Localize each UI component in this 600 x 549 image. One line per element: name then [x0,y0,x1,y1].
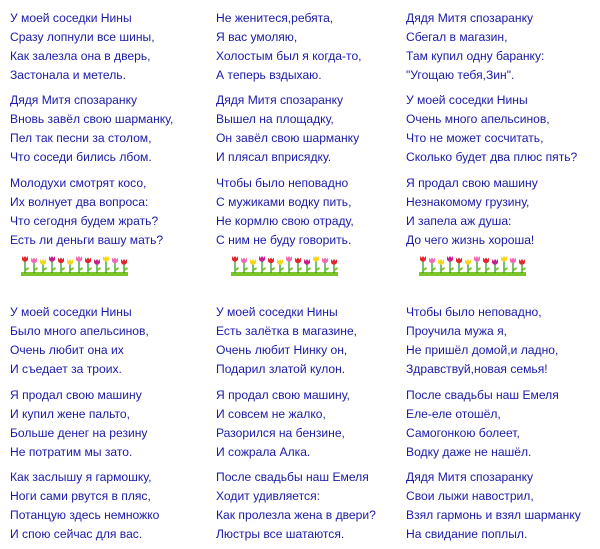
tulip-icon [85,258,91,264]
tulip-icon [121,259,127,265]
verse-line: Сбегал в магазин, [406,30,508,44]
verse-line: Водку даже не нашёл. [406,445,532,459]
tulip-icon [103,256,109,262]
tulip-icon [250,259,256,265]
verse-line: Как заслышу я гармошку, [10,470,152,484]
tulip-icon [295,258,301,264]
verse-line: Вновь завёл свою шарманку, [10,112,174,126]
tulip-icon [232,256,238,262]
verse-line: Я продал свою машину [406,176,538,190]
verse-line: И съедает за троих. [10,362,122,376]
flower-border-icon [231,254,338,276]
verse-line: Не женитеся,ребята, [216,11,334,25]
verse-line: У моей соседки Нины [10,305,132,319]
verse-line: Очень любит Нинку он, [216,343,348,357]
tulip-icon [456,258,462,264]
verse-line: Что сегодня будем жрать? [10,214,159,228]
verse-line: Он завёл свою шарманку [216,131,360,145]
verse-line: И купил жене пальто, [10,407,131,421]
tulip-icon [259,256,265,262]
verse-line: Как залезла она в дверь, [10,49,151,63]
verse-line: Свои лыжи навострил, [406,489,534,503]
verse-line: Подарил златой кулон. [216,362,346,376]
verse-line: Ходит удивляется: [216,489,320,503]
stanza [10,386,147,462]
tulip-icon [76,256,82,262]
verse-line: До чего жизнь хороша! [406,233,535,247]
tulip-icon [268,258,274,264]
flower-border-icon [419,254,526,276]
tulip-icon [474,256,480,262]
stanza [406,303,558,379]
verse-line: Чтобы было неповадно, [406,305,542,319]
tulip-icon [483,258,489,264]
verse-line: Дядя Митя спозаранку [406,11,534,25]
verse-line: Молодухи смотрят косо, [10,176,147,190]
verse-line: А теперь вздыхаю. [216,68,322,82]
tulip-icon [241,258,247,264]
tulip-icon [501,256,507,262]
tulip-icon [304,259,310,265]
tulip-icon [492,259,498,265]
flower-border-icon [21,254,128,276]
verse-line: С ним не буду говорить. [216,233,352,247]
stanza [10,9,155,85]
verse-line: У моей соседки Нины [406,93,528,107]
stanza [406,9,544,85]
stanza [216,386,350,462]
stanza [10,468,159,544]
tulip-icon [94,259,100,265]
verse-line: У моей соседки Нины [216,305,338,319]
stanza [216,9,362,85]
verse-line: У моей соседки Нины [10,11,132,25]
verse-line: После свадьбы наш Емеля [216,470,369,484]
verse-line: Не кормлю свою отраду, [216,214,354,228]
verse-line: Было много апельсинов, [10,324,149,338]
verse-line: Потанцую здесь немножко [10,508,160,522]
tulip-icon [519,259,525,265]
verse-line: Я продал свою машину, [216,388,350,402]
tulip-icon [420,256,426,262]
tulip-icon [322,258,328,264]
stanza [406,91,577,167]
verse-line: Здравствуй,новая семья! [406,362,548,376]
verse-line: На свидание поплыл. [406,527,528,541]
tulip-icon [429,258,435,264]
verse-line: Незнакомому грузину, [406,195,530,209]
verse-line: И плясал вприсядку. [216,150,332,164]
verse-line: Их волнует два вопроса: [10,195,149,209]
tulip-icon [49,256,55,262]
verse-line: Не потратим мы зато. [10,445,133,459]
verse-line: Сразу лопнули все шины, [10,30,155,44]
verse-line: Застонала и метель. [10,68,126,82]
verse-line: Что соседи бились лбом. [10,150,152,164]
tulip-icon [67,259,73,265]
verse-line: Ноги сами рвутся в пляс, [10,489,151,503]
tulip-icon [277,259,283,265]
tulip-icon [58,258,64,264]
verse-line: Пел так песни за столом, [10,131,152,145]
verse-line: И совсем не жалко, [216,407,326,421]
tulip-icon [438,259,444,265]
verse-line: Дядя Митя спозаранку [10,93,138,107]
verse-line: Дядя Митя спозаранку [216,93,344,107]
verse-line: Я продал свою машину [10,388,142,402]
verse-line: Есть ли деньги вашу мать? [10,233,164,247]
verse-line: Я вас умоляю, [216,30,298,44]
verse-line: И запела аж душа: [406,214,512,228]
tulip-icon [112,258,118,264]
stanza [216,174,354,250]
verse-line: Не пришёл домой,и ладно, [406,343,559,357]
verse-line: И спою сейчас для вас. [10,527,143,541]
verse-line: Холостым был я когда-то, [216,49,362,63]
tulip-icon [510,258,516,264]
tulip-icon [313,256,319,262]
verse-line: Очень много апельсинов, [406,112,550,126]
tulip-icon [465,259,471,265]
verse-line: С мужиками водку пить, [216,195,352,209]
stanza [216,468,376,544]
stanza [10,303,149,379]
verse-line: Сколько будет два плюс пять? [406,150,578,164]
stanza [216,303,357,379]
verse-line: Больше денег на резину [10,426,148,440]
verse-line: Там купил одну баранку: [406,49,545,63]
verse-line: Люстры все шатаются. [216,527,345,541]
verse-line: Что не может сосчитать, [406,131,544,145]
verse-line: После свадьбы наш Емеля [406,388,559,402]
stanza [10,91,173,167]
tulip-icon [40,259,46,265]
verse-line: Есть залётка в магазине, [216,324,358,338]
tulip-icon [22,256,28,262]
verse-line: Вышел на площадку, [216,112,334,126]
stanza [406,386,559,462]
stanza [10,174,163,250]
tulip-icon [286,256,292,262]
stanza [406,468,581,544]
verse-line: Дядя Митя спозаранку [406,470,534,484]
verse-line: И сожрала Алка. [216,445,311,459]
verse-line: Разорился на бензине, [216,426,345,440]
verse-line: Чтобы было неповадно [216,176,349,190]
verse-line: Самогонкою болеет, [406,426,520,440]
tulip-icon [331,259,337,265]
verse-line: Очень любит она их [10,343,124,357]
verse-line: Взял гармонь и взял шарманку [406,508,581,522]
tulip-icon [31,258,37,264]
verse-line: Еле-еле отошёл, [406,407,501,421]
stanza [216,91,359,167]
verse-line: "Угощаю тебя,Зин". [406,68,515,82]
stanza [406,174,538,250]
tulip-icon [447,256,453,262]
verse-line: Проучила мужа я, [406,324,507,338]
verse-line: Как пролезла жена в двери? [216,508,376,522]
